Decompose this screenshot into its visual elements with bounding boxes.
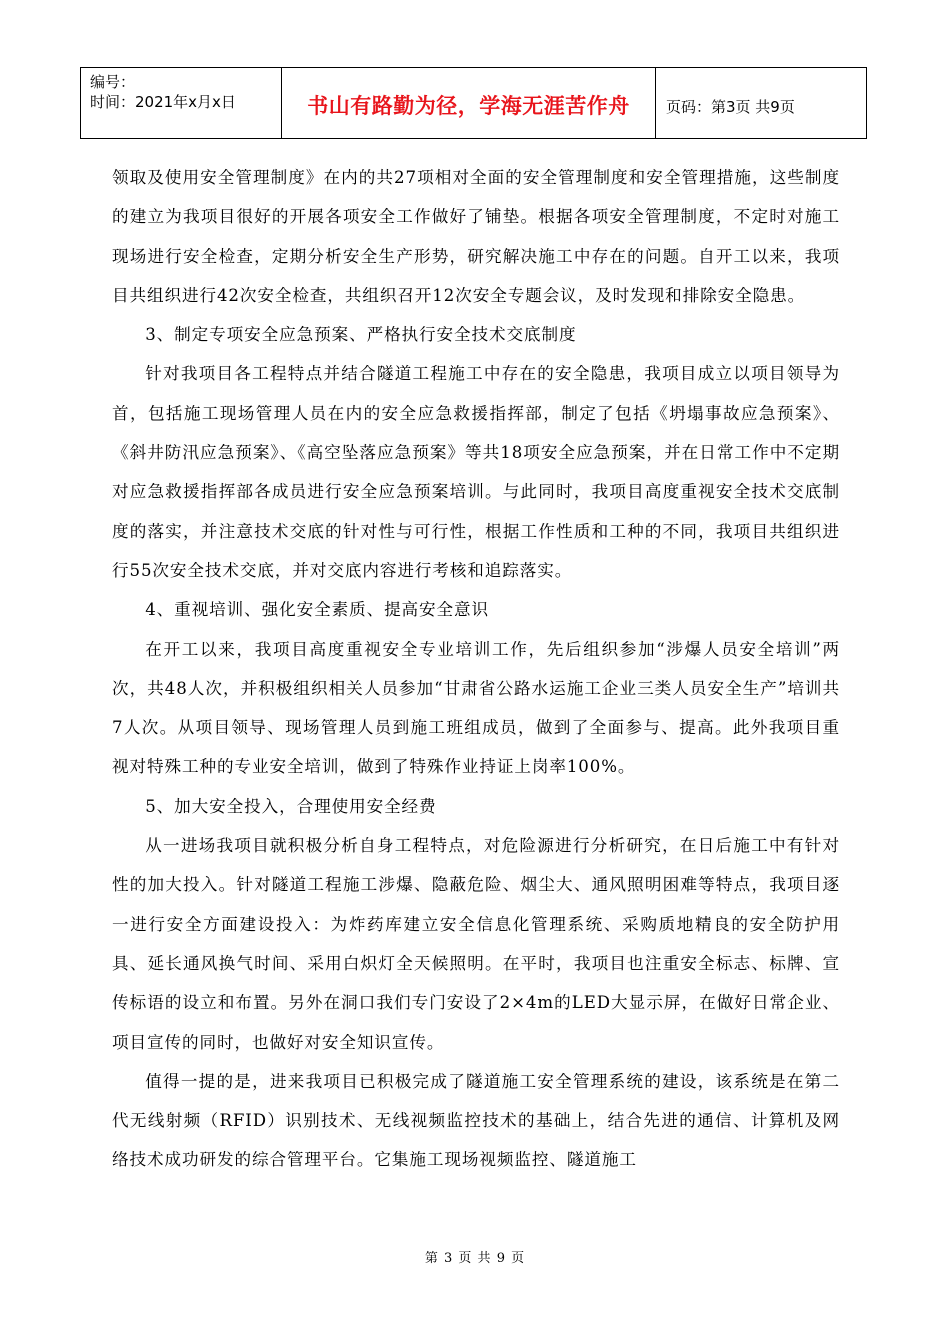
page-footer: 第 3 页 共 9 页 — [424, 1251, 526, 1266]
header-table — [80, 67, 867, 139]
document-body — [112, 158, 840, 1180]
body-paragraph: 针对我项目各工程特点并结合隧道工程施工中存在的安全隐患，我项目成立以项目领导为首，包括施工现场管理人员在内的安全应急救援指挥部，制定了包括《坍塌事故应急预案》、《斜井防汛应急预案》、《高空坠落应急预案》等共18项安全应急预案，并在日常工作中不定期对应急救援指挥部各成员进行安全应急预案培训。与此同时，我项目高度重视安全技术交底制度的落实，并注意技术交底的针对性与可行性，根据工作性质和工种的不同，我项目共组织进行55次安全技术交底，并对交底内容进行考核和追踪落实。 — [112, 364, 840, 580]
body-paragraph: 在开工以来，我项目高度重视安全专业培训工作，先后组织参加“涉爆人员安全培训”两次，共48人次，并积极组织相关人员参加“甘肃省公路水运施工企业三类人员安全生产”培训共7人次。从项目领导、现场管理人员到施工班组成员，做到了全面参与、提高。此外我项目重视对特殊工种的专业安全培训，做到了特殊作业持证上岗率100%。 — [112, 639, 840, 777]
header-page-label: 页码：第3页 共9页 — [666, 97, 795, 116]
section-heading-4: 4、重视培训、强化安全素质、提高安全意识 — [145, 600, 490, 620]
document-time-label: 时间：2021年x月x日 — [90, 93, 236, 111]
header-page-cell — [656, 68, 866, 138]
section-heading-5: 5、加大安全投入，合理使用安全经费 — [145, 796, 437, 816]
section-heading-3: 3、制定专项安全应急预案、严格执行安全技术交底制度 — [145, 325, 577, 345]
body-paragraph: 值得一提的是，进来我项目已积极完成了隧道施工安全管理系统的建设，该系统是在第二代无线射频（RFID）识别技术、无线视频监控技术的基础上，结合先进的通信、计算机及网络技术成功研发的综合管理平台。它集施工现场视频监控、隧道施工 — [112, 1071, 840, 1170]
header-motto: 书山有路勤为径，学海无涯苦作舟 — [307, 94, 630, 118]
header-info-cell — [81, 68, 282, 138]
header-motto-cell — [282, 68, 656, 138]
document-number-label: 编号： — [90, 73, 136, 91]
body-paragraph: 领取及使用安全管理制度》在内的共27项相对全面的安全管理制度和安全管理措施，这些制度的建立为我项目很好的开展各项安全工作做好了铺垫。根据各项安全管理制度，不定时对施工现场进行安全检查，定期分析安全生产形势，研究解决施工中存在的问题。自开工以来，我项目共组织进行42次安全检查，共组织召开12次安全专题会议，及时发现和排除安全隐患。 — [112, 168, 840, 305]
body-paragraph: 从一进场我项目就积极分析自身工程特点，对危险源进行分析研究，在日后施工中有针对性的加大投入。针对隧道工程施工涉爆、隐蔽危险、烟尘大、通风照明困难等特点，我项目逐一进行安全方面建设投入：为炸药库建立安全信息化管理系统、采购质地精良的安全防护用具、延长通风换气时间、采用白炽灯全天候照明。在平时，我项目也注重安全标志、标牌、宣传标语的设立和布置。另外在洞口我们专门安设了2×4m的LED大显示屏，在做好日常企业、项目宣传的同时，也做好对安全知识宣传。 — [112, 836, 840, 1052]
